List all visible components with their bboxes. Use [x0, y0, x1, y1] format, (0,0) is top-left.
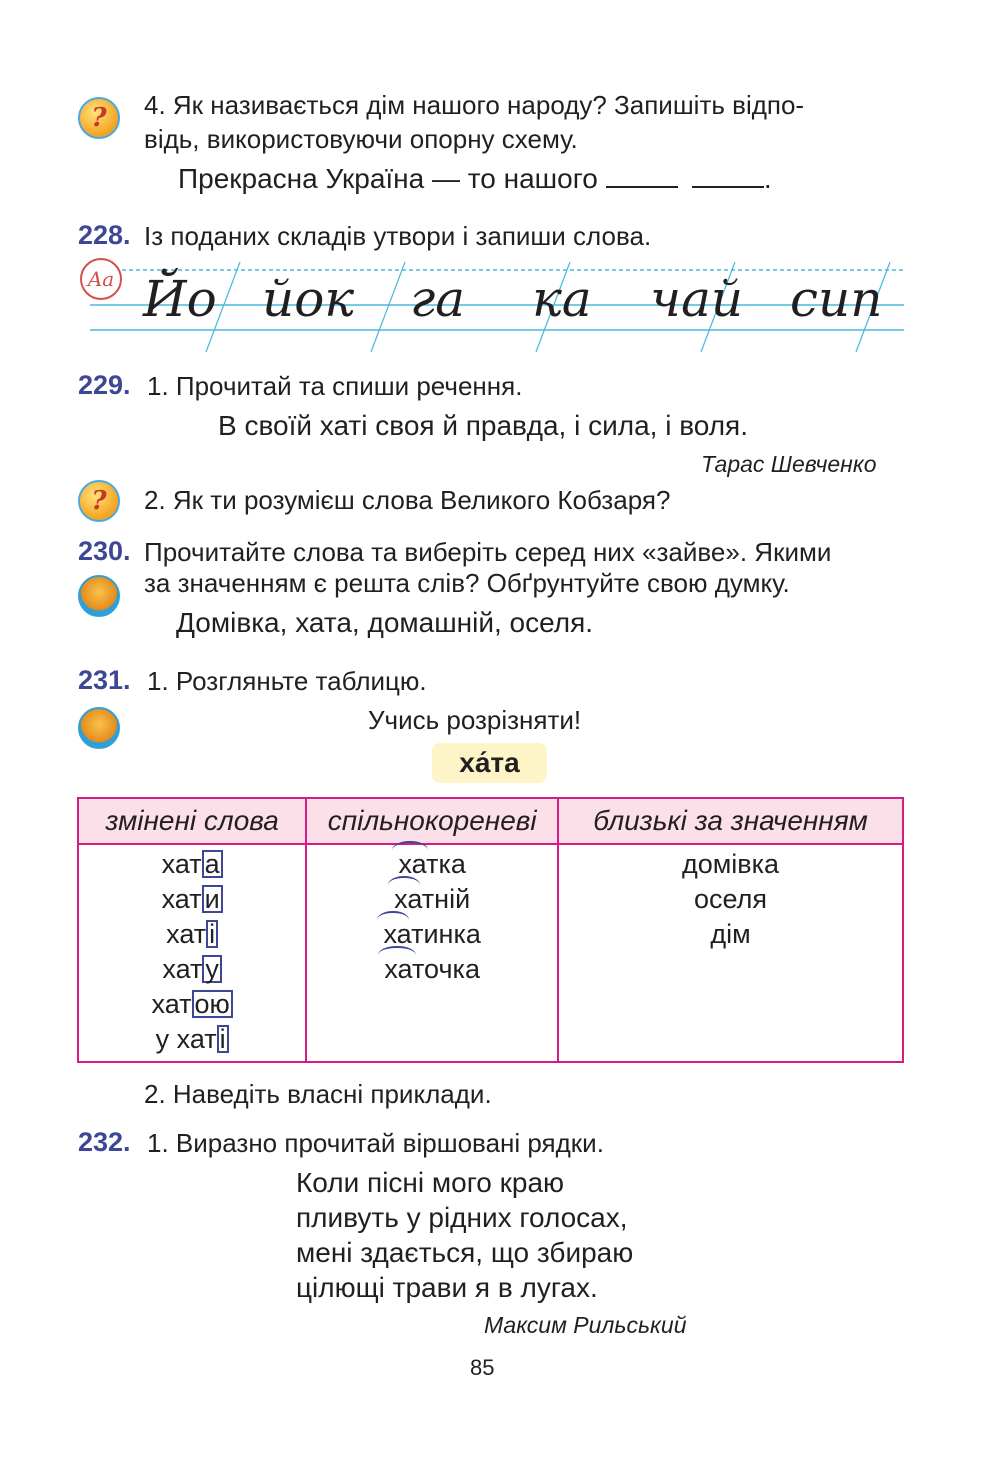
exercise-number-230: 230. [78, 536, 131, 566]
word-form: хат у [79, 952, 305, 987]
ending-box: а [202, 850, 223, 878]
handwriting-guide-lines [0, 0, 1004, 400]
table-header-row [78, 798, 903, 844]
ex232-author: Максим Рильський [484, 1312, 687, 1338]
word-form: хат ою [79, 987, 305, 1022]
synonyms-cell [558, 844, 903, 1062]
root-arc: хатній [394, 882, 470, 917]
changed-words-cell [78, 844, 306, 1062]
table-row [78, 844, 903, 1062]
word-form: хат а [79, 847, 305, 882]
syllable-5: чай [650, 270, 744, 328]
syllable-4: ка [532, 270, 592, 328]
root-arc: хатка [398, 847, 465, 882]
poem-line: мені здається, що збираю [296, 1237, 634, 1268]
exercise-number-228: 228. [78, 220, 131, 250]
ex4-line2: відь, використовуючи опорну схему. [144, 124, 578, 154]
word-comparison-table [77, 797, 904, 1063]
question-icon: ? [78, 480, 120, 522]
poem-line: Коли пісні мого краю [296, 1167, 565, 1198]
exercise-number-232: 232. [78, 1127, 131, 1157]
column-header: близькі за значенням [558, 798, 903, 844]
ex229-quote: В своїй хаті своя й правда, і сила, і воля. [218, 410, 748, 441]
pair-work-icon [78, 707, 120, 749]
cognate-word [307, 882, 557, 917]
word-form: у хат і [79, 1022, 305, 1057]
ex232-task1: 1. Виразно прочитай віршовані рядки. [147, 1128, 604, 1158]
ending-box: у [202, 955, 222, 983]
cognates-cell [306, 844, 558, 1062]
column-header: змінені слова [78, 798, 306, 844]
ex231-subtitle: Учись розрізняти! [368, 705, 582, 735]
ending-box: і [206, 920, 218, 948]
ex229-task2: 2. Як ти розумієш слова Великого Кобзаря? [144, 485, 671, 515]
page-number: 85 [470, 1355, 495, 1380]
group-work-icon [78, 575, 120, 617]
ex230-words: Домівка, хата, домашній, оселя. [176, 607, 594, 638]
syllable-1: Йо [143, 270, 217, 328]
exercise-number-229: 229. [78, 370, 131, 400]
ex4-period: . [763, 163, 772, 194]
ex228-text: Із поданих складів утвори і запиши слова. [144, 221, 652, 251]
syllable-2: йок [262, 270, 355, 328]
synonym-word: дім [710, 919, 751, 949]
ending-box: и [202, 885, 223, 913]
root-arc: хаточка [384, 952, 480, 987]
ex231-task2: 2. Наведіть власні приклади. [144, 1079, 492, 1109]
root-arc: хатинка [383, 917, 480, 952]
ex4-sentence-text: Прекрасна Україна — то нашого [178, 163, 598, 194]
synonym-word: домівка [681, 849, 780, 879]
cognate-word [307, 847, 557, 882]
poem-line: пливуть у рідних голосах, [296, 1202, 628, 1233]
ending-box: і [217, 1025, 229, 1053]
ex4-line1: 4. Як називається дім нашого народу? Запишіть відпо- [144, 90, 805, 120]
poem-line: цілющі трави я в лугах. [296, 1272, 598, 1303]
handwriting-icon-label: Aa [87, 267, 115, 291]
word-form: хат и [79, 882, 305, 917]
exercise-number-231: 231. [78, 665, 131, 695]
keyword-badge: ха́та [432, 743, 547, 783]
syllable-6: сип [790, 270, 883, 328]
ex229-author: Тарас Шевченко [701, 451, 877, 477]
column-header: спільнокореневі [306, 798, 558, 844]
ex230-line2: за значенням є решта слів? Обґрунтуйте свою думку. [144, 568, 790, 598]
ex231-task1: 1. Розгляньте таблицю. [147, 666, 427, 696]
question-icon: ? [78, 97, 120, 139]
ending-box: ою [192, 990, 233, 1018]
syllable-3: га [410, 270, 466, 328]
ex229-task1: 1. Прочитай та спиши речення. [147, 371, 523, 401]
cognate-word [307, 917, 557, 952]
ex230-line1: Прочитайте слова та виберіть серед них «зайве». Якими [144, 537, 832, 567]
synonym-word: оселя [694, 884, 768, 914]
cognate-word [307, 952, 557, 987]
word-form: хат і [79, 917, 305, 952]
